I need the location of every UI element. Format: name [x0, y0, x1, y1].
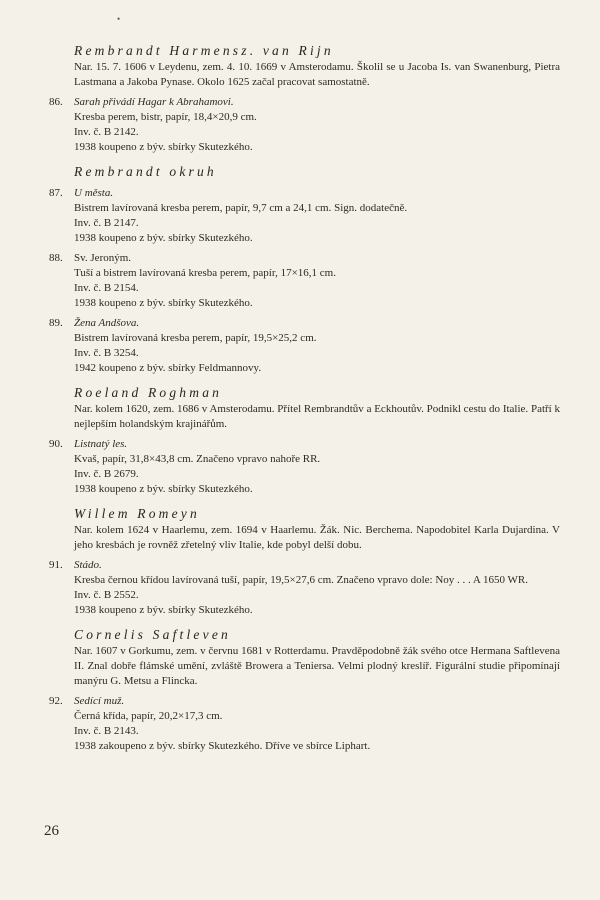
entry-title: Sv. Jeroným.	[74, 252, 132, 264]
artist-biography: Nar. 15. 7. 1606 v Leydenu, zem. 4. 10. 1669 v Amsterodamu. Školil se u Jacoba Is. van Swanenburg, Pietra Lastmana a Jakoba Pynase. Okolo 1625 začal pracovat samostatně.	[74, 61, 560, 88]
artist-biography: Nar. kolem 1620, zem. 1686 v Amsterodamu. Přítel Rembrandtův a Eckhoutův. Podnikl cestu do Italie. Patří k nejlepším holandským krajinářům.	[74, 403, 560, 430]
provenance-note: 1938 koupeno z býv. sbírky Skutezkého.	[74, 232, 253, 244]
provenance-note: 1938 koupeno z býv. sbírky Skutezkého.	[74, 483, 253, 495]
artist-name: Cornelis Saftleven	[74, 627, 231, 642]
provenance-note: 1938 koupeno z býv. sbírky Skutezkého.	[74, 297, 253, 309]
catalog-entry	[0, 316, 600, 376]
catalog-entry	[0, 558, 600, 618]
artist-biography: Nar. 1607 v Gorkumu, zem. v červnu 1681 v Rotterdamu. Pravděpodobně žák svého otce Hermana Saftlevena II. Znal dobře flámské umění, zvláště Browera a Teniersa. Velmi plodný kreslíř. Figurální studie připomínají manýru G. Metsu a Flincka.	[74, 645, 560, 687]
entry-number: 87.	[49, 187, 63, 199]
entry-title: Žena Andšova.	[74, 317, 140, 329]
artist-name: Rembrandt Harmensz. van Rijn	[74, 43, 334, 58]
entry-number: 92.	[49, 695, 63, 707]
entry-title: Sedící muž.	[74, 695, 125, 707]
catalog-content	[0, 42, 600, 754]
page-number: 26	[44, 823, 59, 839]
catalog-entry	[0, 251, 600, 311]
entry-title: Listnatý les.	[74, 438, 128, 450]
catalog-entry	[0, 95, 600, 155]
inventory-number: Inv. č. B 2147.	[74, 217, 139, 229]
catalog-entry	[0, 437, 600, 497]
artist-biography: Nar. kolem 1624 v Haarlemu, zem. 1694 v Haarlemu. Žák. Nic. Berchema. Napodobitel Karla Dujardina. V jeho kresbách je rovněž zřetelný vliv Italie, kde pobyl delší dobu.	[74, 524, 560, 551]
artist-name: Willem Romeyn	[74, 506, 200, 521]
entry-title: Sarah přivádí Hagar k Abrahamovi.	[74, 96, 234, 108]
provenance-note: 1938 koupeno z býv. sbírky Skutezkého.	[74, 604, 253, 616]
inventory-number: Inv. č. B 3254.	[74, 347, 139, 359]
medium-description: Bistrem lavírovaná kresba perem, papír, 19,5×25,2 cm.	[74, 332, 317, 344]
inventory-number: Inv. č. B 2679.	[74, 468, 139, 480]
inventory-number: Inv. č. B 2154.	[74, 282, 139, 294]
entry-number: 88.	[49, 252, 63, 264]
entry-title: U města.	[74, 187, 114, 199]
catalog-entry	[0, 694, 600, 754]
provenance-note: 1938 zakoupeno z býv. sbírky Skutezkého. Dříve ve sbírce Liphart.	[74, 740, 371, 752]
artist-name: Roeland Roghman	[74, 385, 223, 400]
entry-number: 90.	[49, 438, 63, 450]
entry-number: 91.	[49, 559, 63, 571]
entry-title: Stádo.	[74, 559, 102, 571]
provenance-note: 1938 koupeno z býv. sbírky Skutezkého.	[74, 141, 253, 153]
medium-description: Kresba černou křídou lavírovaná tuší, papír, 19,5×27,6 cm. Značeno vpravo dole: Noy . . . A 1650 WR.	[74, 574, 529, 586]
medium-description: Černá křída, papír, 20,2×17,3 cm.	[74, 710, 223, 722]
medium-description: Tuší a bistrem lavírovaná kresba perem, papír, 17×16,1 cm.	[74, 267, 336, 279]
provenance-note: 1942 koupeno z býv. sbírky Feldmannovy.	[74, 362, 262, 374]
entry-number: 86.	[49, 96, 63, 108]
inventory-number: Inv. č. B 2142.	[74, 126, 139, 138]
page-mark: •	[117, 14, 121, 24]
artist-name: Rembrandt okruh	[74, 164, 217, 179]
inventory-number: Inv. č. B 2552.	[74, 589, 139, 601]
catalog-entry	[0, 186, 600, 246]
entry-number: 89.	[49, 317, 63, 329]
medium-description: Kresba perem, bistr, papír, 18,4×20,9 cm.	[74, 111, 257, 123]
medium-description: Kvaš, papír, 31,8×43,8 cm. Značeno vpravo nahoře RR.	[74, 453, 321, 465]
inventory-number: Inv. č. B 2143.	[74, 725, 139, 737]
medium-description: Bistrem lavírovaná kresba perem, papír, 9,7 cm a 24,1 cm. Sign. dodatečně.	[74, 202, 408, 214]
